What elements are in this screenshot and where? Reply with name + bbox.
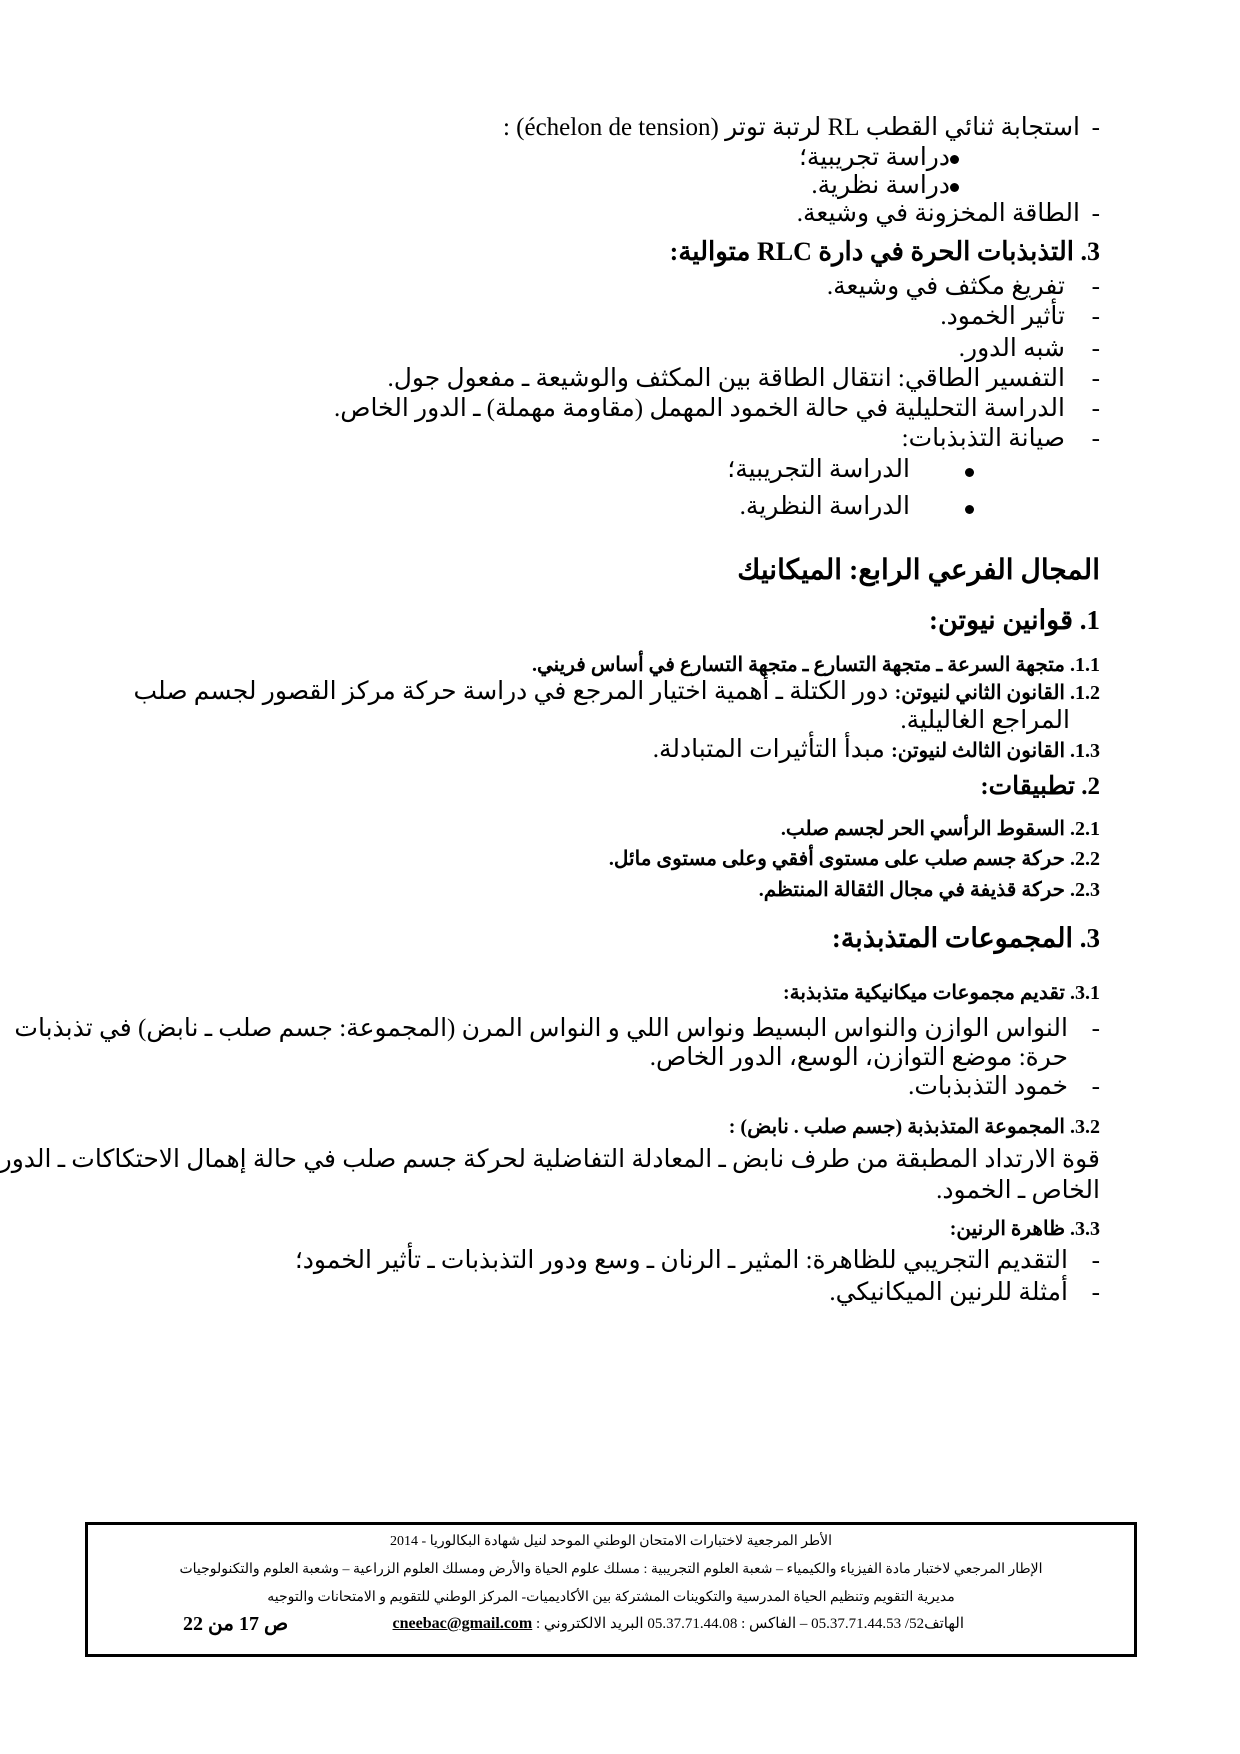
- rlc-item-discharge: تفريغ مكثف في وشيعة.: [826, 273, 1065, 300]
- dash-marker: -: [1091, 273, 1100, 300]
- footer-line-1: الأطر المرجعية لاختبارات الامتحان الوطني الموحد لنيل شهادة البكالوريا - 2014: [390, 1534, 832, 1549]
- mechanics-title: المجال الفرعي الرابع: الميكانيك: [737, 555, 1100, 586]
- newton-title: 1. قوانين نيوتن:: [929, 605, 1100, 635]
- footer-line-3: مديرية التقويم وتنظيم الحياة المدرسية والتكوينات المشتركة بين الأكاديميات- المركز الوطني للتقويم و الامتحانات والتوجيه: [267, 1590, 955, 1605]
- rlc-sub-experimental: الدراسة التجريبية؛: [727, 456, 910, 483]
- rlc-item-analytic: الدراسة التحليلية في حالة الخمود المهمل (مقاومة مهملة) ـ الدور الخاص.: [333, 395, 1065, 422]
- footer-contact: الهاتف52/ 05.37.71.44.53 – الفاكس : 05.37.71.44.08 البريد الالكتروني :: [536, 1616, 964, 1632]
- bullet-dot: [950, 155, 959, 164]
- resonance-item-experimental: التقديم التجريبي للظاهرة: المثير ـ الرنان ـ وسع ودور التذبذبات ـ تأثير الخمود؛: [294, 1247, 1068, 1274]
- rl-sub-experimental: دراسة تجريبية؛: [798, 144, 950, 171]
- dash-marker: -: [1091, 425, 1100, 452]
- bullet-dot: [965, 505, 974, 514]
- newton-1-2-line: [134, 677, 1101, 708]
- oscillators-3-1: 3.1. تقديم مجموعات ميكانيكية متذبذبة:: [783, 982, 1100, 1004]
- application-2-1: 2.1. السقوط الرأسي الحر لجسم صلب.: [780, 818, 1100, 840]
- footer-box: [85, 1522, 1137, 1657]
- oscillators-3-2-text: قوة الارتداد المطبقة من طرف نابض ـ المعادلة التفاضلية لحركة جسم صلب في حالة إهمال الاحتكاكات ـ الدور: [0, 1146, 1100, 1173]
- applications-title: 2. تطبيقات:: [980, 773, 1100, 800]
- newton-1-3-text: مبدأ التأثيرات المتبادلة.: [652, 736, 892, 763]
- footer-line-2: الإطار المرجعي لاختبار مادة الفيزياء والكيمياء – شعبة العلوم التجريبية : مسلك علوم الحياة والأرض ومسلك العلوم الزراعية – وشعبة العلوم والتكنولوجيات: [179, 1562, 1043, 1577]
- rlc-section-title: 3. التذبذبات الحرة في دارة RLC متوالية:: [669, 237, 1100, 266]
- dash-marker: -: [1091, 1247, 1100, 1274]
- dash-marker: -: [1091, 1015, 1100, 1042]
- rlc-item-maintenance: صيانة التذبذبات:: [901, 425, 1065, 452]
- dash-marker: -: [1091, 1073, 1100, 1100]
- oscillators-3-3: 3.3. ظاهرة الرنين:: [949, 1218, 1100, 1240]
- newton-1-2-text: دور الكتلة ـ أهمية اختيار المرجع في دراسة حركة مركز القصور لجسم صلب: [133, 678, 895, 705]
- footer-contact-line: [393, 1613, 964, 1635]
- application-2-3: 2.3. حركة قذيفة في مجال الثقالة المنتظم.: [758, 879, 1100, 901]
- dash-marker: -: [1091, 114, 1100, 141]
- resonance-item-examples: أمثلة للرنين الميكانيكي.: [829, 1279, 1068, 1306]
- dash-marker: -: [1091, 395, 1100, 422]
- newton-1-2-cont: المراجع الغاليلية.: [900, 707, 1070, 734]
- bullet-dot: [965, 468, 974, 477]
- rlc-item-damping: تأثير الخمود.: [940, 303, 1065, 330]
- footer-email-link[interactable]: cneebac@gmail.com: [392, 1615, 533, 1632]
- dash-marker: -: [1091, 335, 1100, 362]
- rlc-sub-theoretical: الدراسة النظرية.: [739, 493, 910, 520]
- dash-marker: -: [1091, 365, 1100, 392]
- oscillators-item-damping: خمود التذبذبات.: [908, 1073, 1068, 1100]
- rl-sub-theoretical: دراسة نظرية.: [811, 172, 950, 199]
- application-2-2: 2.2. حركة جسم صلب على مستوى أفقي وعلى مستوى مائل.: [608, 848, 1100, 870]
- rlc-item-energy: التفسير الطاقي: انتقال الطاقة بين المكثف والوشيعة ـ مفعول جول.: [387, 365, 1065, 392]
- oscillators-item-pendulums-cont: حرة: موضع التوازن، الوسع، الدور الخاص.: [649, 1044, 1068, 1071]
- rl-energy-line: الطاقة المخزونة في وشيعة.: [796, 200, 1080, 227]
- dash-marker: -: [1091, 1279, 1100, 1306]
- oscillators-3-2-cont: الخاص ـ الخمود.: [936, 1177, 1100, 1204]
- newton-1-3-line: [653, 735, 1100, 766]
- rlc-item-pseudo-period: شبه الدور.: [958, 335, 1065, 362]
- oscillators-3-2: 3.2. المجموعة المتذبذبة (جسم صلب . نابض) :: [728, 1116, 1100, 1138]
- bullet-dot: [950, 183, 959, 192]
- newton-1-3-label: 1.3. القانون الثالث لنيوتن:: [891, 740, 1100, 762]
- page-number: ص 17 من 22: [183, 1613, 289, 1635]
- dash-marker: -: [1091, 303, 1100, 330]
- oscillators-item-pendulums: النواس الوازن والنواس البسيط ونواس اللي و النواس المرن (المجموعة: جسم صلب ـ نابض) في تذبذبات: [14, 1015, 1068, 1042]
- newton-1-2-label: 1.2. القانون الثاني لنيوتن:: [894, 682, 1100, 704]
- dash-marker: -: [1091, 200, 1100, 227]
- rl-response-line: استجابة ثنائي القطب RL لرتبة توتر (échelon de tension) :: [502, 114, 1080, 141]
- oscillators-title: 3. المجموعات المتذبذبة:: [831, 923, 1100, 953]
- newton-1-1: 1.1. متجهة السرعة ـ متجهة التسارع ـ متجهة التسارع في أساس فريني.: [531, 654, 1100, 676]
